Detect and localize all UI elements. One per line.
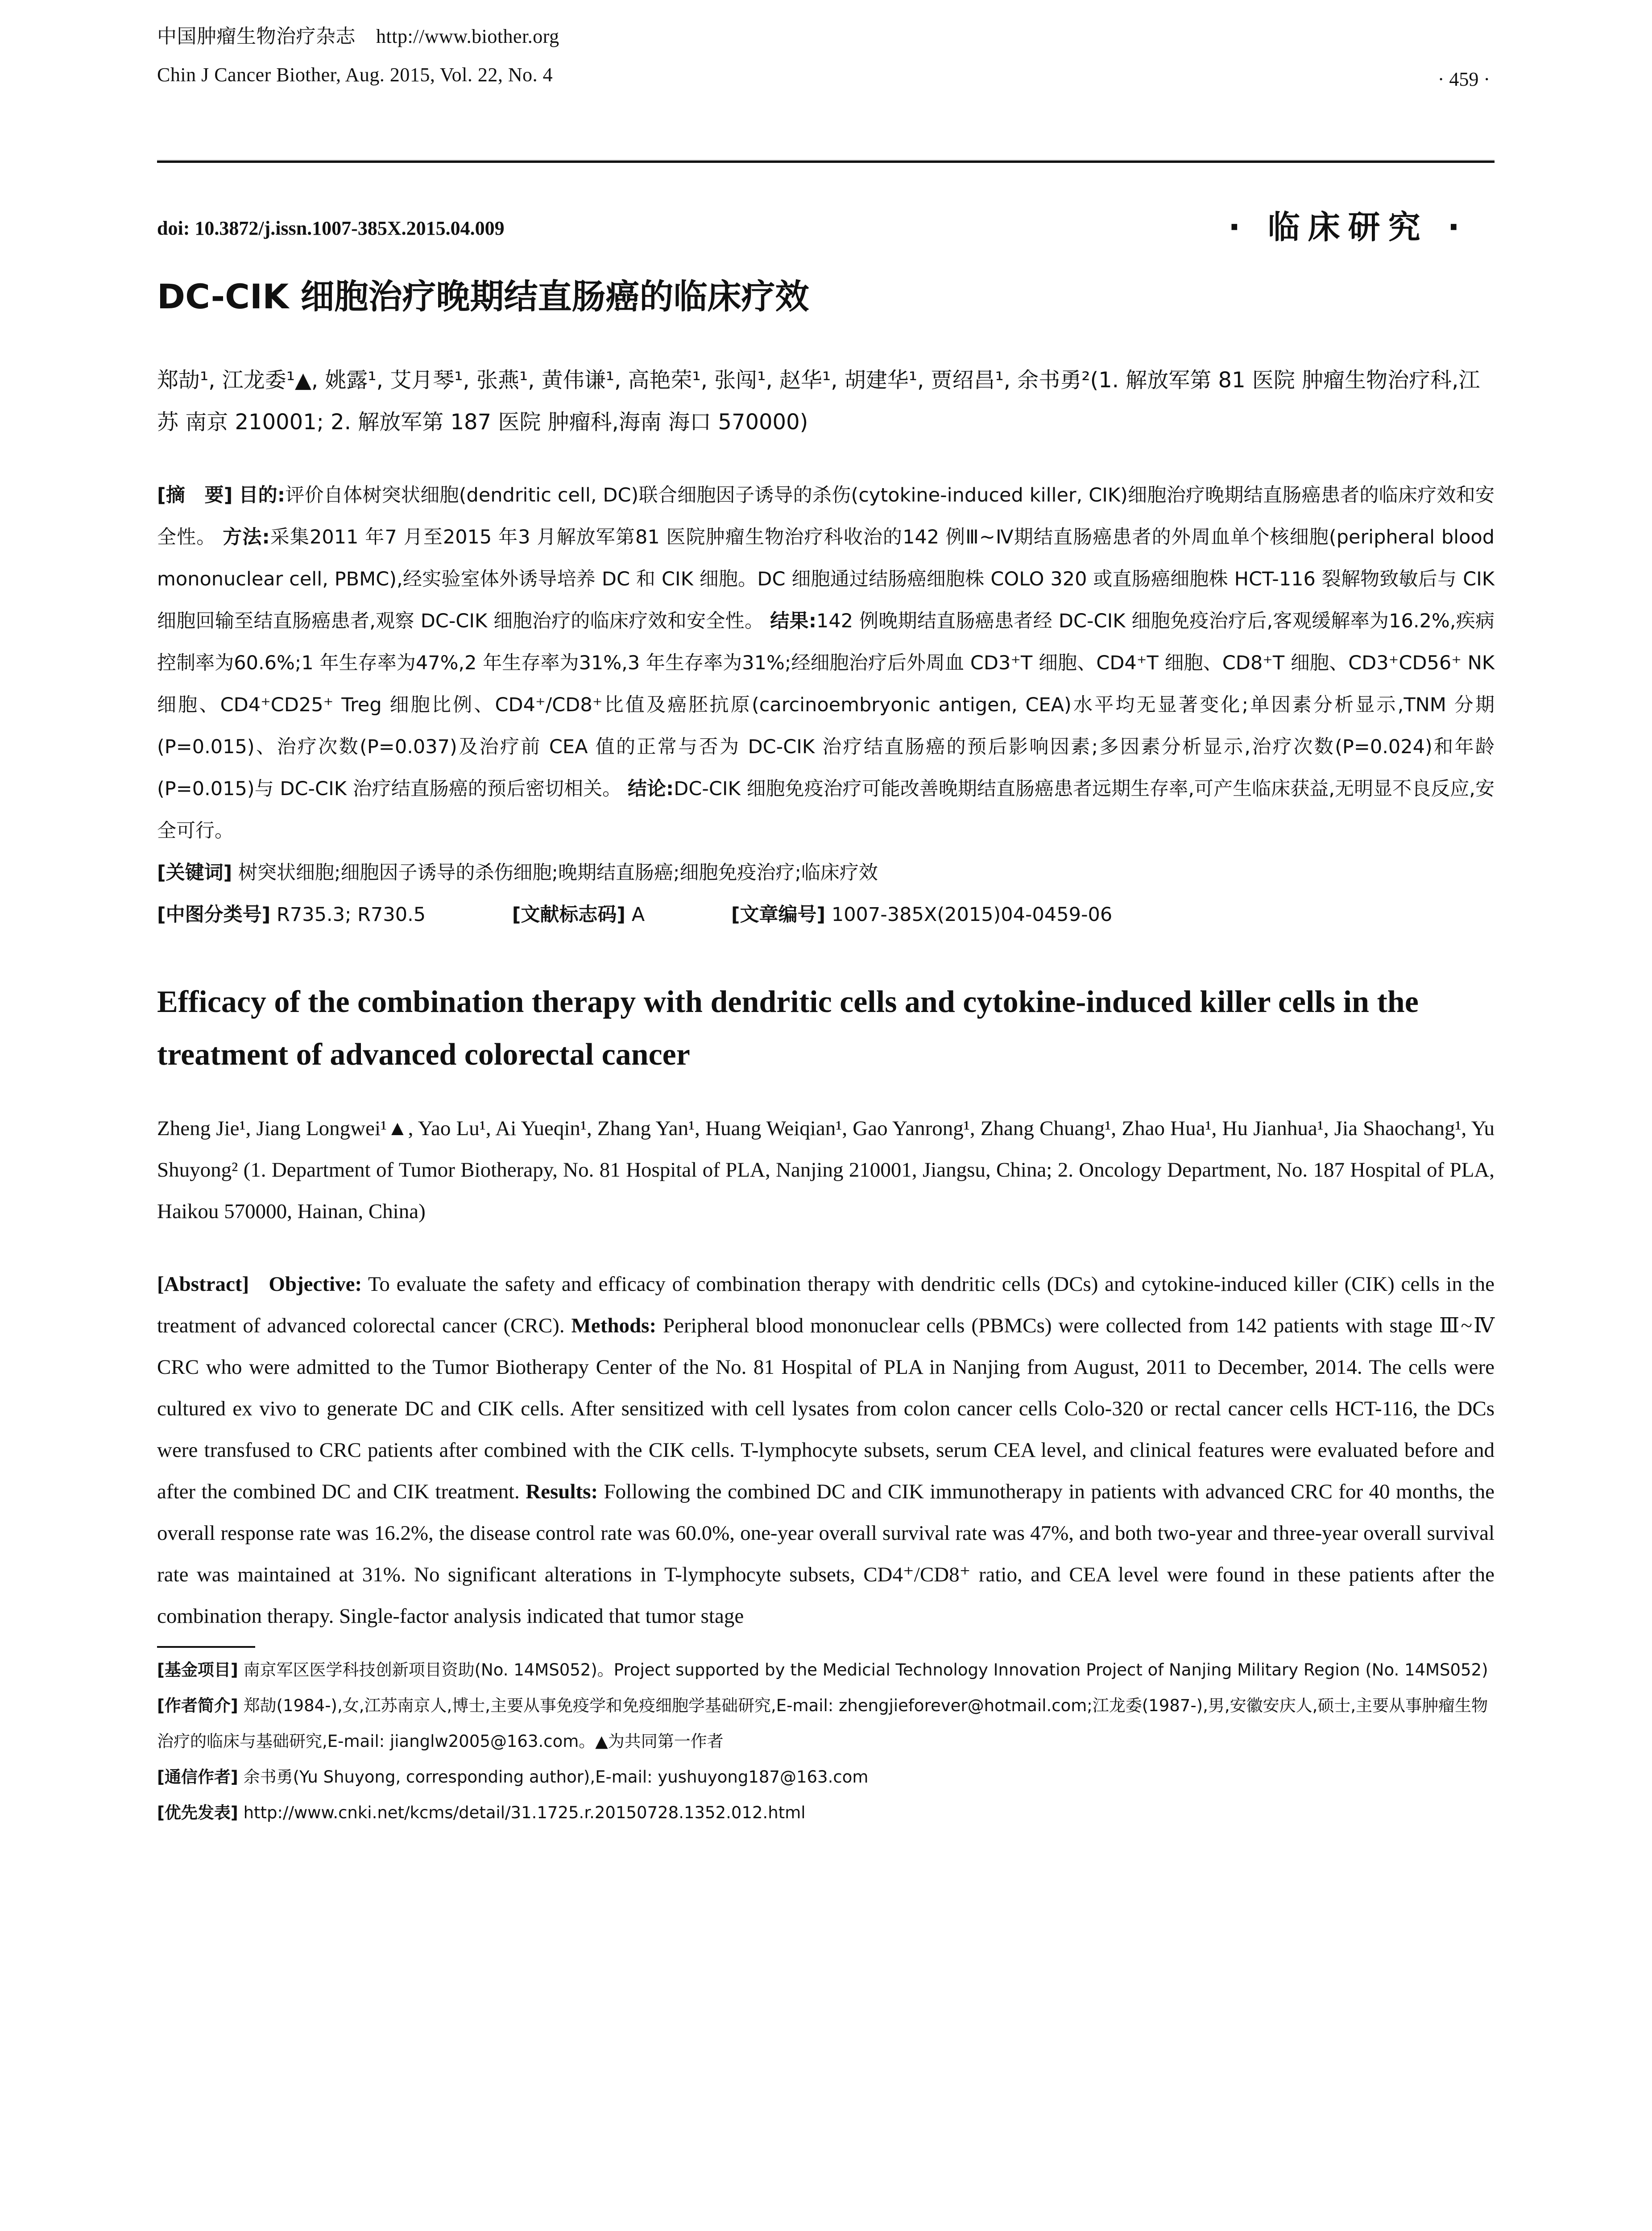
results-label-cn: 结果: bbox=[770, 610, 817, 632]
online-label: [优先发表] bbox=[157, 1803, 238, 1822]
objective-en: To evaluate the safety and efficacy of combination therapy with dendritic cells (DCs) and cytokine-induced killer (CIK) cells in the treatment of advanced colorectal cancer (CRC). bbox=[157, 1273, 1495, 1337]
conclusion-cn: DC-CIK 细胞免疫治疗可能改善晚期结直肠癌患者远期生存率,可产生临床获益,无明显不良反应,安全可行。 bbox=[157, 778, 1495, 842]
doc-code-value: A bbox=[631, 904, 645, 926]
running-header bbox=[157, 23, 1495, 160]
footnote-fund bbox=[157, 1652, 1495, 1688]
conclusion-label-cn: 结论: bbox=[627, 778, 674, 800]
section-label: · 临床研究 · bbox=[1228, 208, 1468, 246]
keywords-label: [关键词] bbox=[157, 862, 232, 884]
author-names-en: Zheng Jie¹, Jiang Longwei¹▲, Yao Lu¹, Ai Yueqin¹, Zhang Yan¹, Huang Weiqian¹, Gao Yanrong¹, Zhang Chuang¹, Zhao Hua¹, Hu Jianhua¹, Jia Shaochang¹, Yu Shuyong² bbox=[157, 1117, 1495, 1182]
bio-value: 郑劼(1984-),女,江苏南京人,博士,主要从事免疫学和免疫细胞学基础研究,E-mail: zhengjieforever@hotmail.com;江龙委(1987-),男,安徽安庆人,硕士,主要从事肿瘤生物治疗的临床与基础研究,E-mail: jianglw2005@163.com。▲为共同第一作者 bbox=[157, 1696, 1488, 1751]
running-header-cn bbox=[157, 23, 1495, 50]
bio-label: [作者简介] bbox=[157, 1696, 238, 1715]
results-label-en: Results: bbox=[526, 1480, 598, 1503]
journal-name-cn: 中国肿瘤生物治疗杂志 bbox=[157, 25, 356, 47]
authors-cn bbox=[157, 359, 1495, 443]
classification-row bbox=[157, 894, 1495, 936]
doc-code-label: [文献标志码] bbox=[512, 904, 626, 926]
journal-page bbox=[157, 0, 1495, 1849]
abstract-en bbox=[157, 1264, 1495, 1637]
affiliation-cn: (1. 解放军第 81 医院 肿瘤生物治疗科,江苏 南京 210001; 2. 解放军第 187 医院 肿瘤科,海南 海口 570000) bbox=[157, 368, 1480, 435]
objective-cn: 评价自体树突状细胞(dendritic cell, DC)联合细胞因子诱导的杀伤(cytokine-induced killer, CIK)细胞治疗晚期结直肠癌患者的临床疗效和安全性。 bbox=[157, 484, 1495, 548]
results-en: Following the combined DC and CIK immunotherapy in patients with advanced CRC for 40 months, the overall response rate was 16.2%, the disease control rate was 60.0%, one-year overall survival rate was 47%, and both two-year and three-year overall survival rate was maintained at 31%. No significant alterations in T-lymphocyte subsets, CD4⁺/CD8⁺ ratio, and CEA level were found in these patients after the combination therapy. Single-factor analysis indicated that tumor stage bbox=[157, 1480, 1495, 1628]
footnote-corresponding bbox=[157, 1759, 1495, 1795]
abstract-cn-label: [摘 要] bbox=[157, 484, 233, 506]
clc-value: R735.3; R730.5 bbox=[276, 904, 426, 926]
doi-row bbox=[157, 194, 1495, 248]
authors-en bbox=[157, 1108, 1495, 1232]
fund-label: [基金项目] bbox=[157, 1660, 238, 1679]
header-rule bbox=[157, 160, 1495, 163]
article-no-value: 1007-385X(2015)04-0459-06 bbox=[831, 904, 1113, 926]
title-en: Efficacy of the combination therapy with dendritic cells and cytokine-induced killer cells in the treatment of advanced colorectal cancer bbox=[157, 985, 1419, 1072]
footnote-online bbox=[157, 1795, 1495, 1831]
results-cn: 142 例晚期结直肠癌患者经 DC-CIK 细胞免疫治疗后,客观缓解率为16.2%,疾病控制率为60.6%;1 年生存率为47%,2 年生存率为31%,3 年生存率为31%;经细胞治疗后外周血 CD3⁺T 细胞、CD4⁺T 细胞、CD8⁺T 细胞、CD3⁺CD56⁺ NK 细胞、CD4⁺CD25⁺ Treg 细胞比例、CD4⁺/CD8⁺比值及癌胚抗原(carcinoembryonic antigen, CEA)水平均无显著变化;单因素分析显示,TNM 分期(P=0.015)、治疗次数(P=0.037)及治疗前 CEA 值的正常与否为 DC-CIK 治疗结直肠癌的预后影响因素;多因素分析显示,治疗次数(P=0.024)和年龄(P=0.015)与 DC-CIK 治疗结直肠癌的预后密切相关。 bbox=[157, 610, 1495, 800]
article-no-label: [文章编号] bbox=[731, 904, 826, 926]
abstract-en-label: [Abstract] bbox=[157, 1273, 249, 1296]
author-names-cn: 郑劼¹, 江龙委¹▲, 姚露¹, 艾月琴¹, 张燕¹, 黄伟谦¹, 高艳荣¹, 张闯¹, 赵华¹, 胡建华¹, 贾绍昌¹, 余书勇² bbox=[157, 368, 1090, 393]
online-link[interactable]: http://www.cnki.net/kcms/detail/31.1725.r.20150728.1352.012.html bbox=[243, 1803, 806, 1822]
abstract-cn bbox=[157, 474, 1495, 936]
keywords-cn bbox=[157, 852, 1495, 894]
page-number: · 459 · bbox=[1437, 68, 1490, 90]
fund-value: 南京军区医学科技创新项目资助(No. 14MS052)。Project supported by the Medicial Technology Innovation Project of Nanjing Military Region (No. 14MS052) bbox=[243, 1660, 1488, 1679]
footnote-rule bbox=[157, 1646, 255, 1648]
doi[interactable]: doi: 10.3872/j.issn.1007-385X.2015.04.009 bbox=[157, 217, 505, 239]
affiliation-en: (1. Department of Tumor Biotherapy, No. 81 Hospital of PLA, Nanjing 210001, Jiangsu, China; 2. Oncology Department, No. 187 Hospital of PLA, Haikou 570000, Hainan, China) bbox=[157, 1158, 1495, 1223]
methods-label-cn: 方法: bbox=[223, 526, 270, 548]
footnotes bbox=[157, 1652, 1495, 1831]
methods-en: Peripheral blood mononuclear cells (PBMCs) were collected from 142 patients with stage Ⅲ~Ⅳ CRC who were admitted to the Tumor Biotherapy Center of the No. 81 Hospital of PLA in Nanjing from August, 2011 to December, 2014. The cells were cultured ex vivo to generate DC and CIK cells. After sensitized with cell lysates from colon cancer cells Colo-320 or rectal cancer cells HCT-116, the DCs were transfused to CRC patients after combined with the CIK cells. T-lymphocyte subsets, serum CEA level, and clinical features were evaluated before and after the combined DC and CIK treatment. bbox=[157, 1314, 1495, 1503]
methods-label-en: Methods: bbox=[571, 1314, 657, 1337]
title-cn: DC-CIK 细胞治疗晚期结直肠癌的临床疗效 bbox=[157, 277, 809, 316]
corr-label: [通信作者] bbox=[157, 1767, 238, 1787]
journal-url[interactable]: http://www.biother.org bbox=[376, 25, 559, 47]
objective-label-cn: 目的: bbox=[239, 484, 286, 506]
running-header-citation: Chin J Cancer Biother, Aug. 2015, Vol. 22, No. 4 bbox=[157, 64, 553, 86]
corr-value: 余书勇(Yu Shuyong, corresponding author),E-mail: yushuyong187@163.com bbox=[243, 1767, 869, 1787]
methods-cn: 采集2011 年7 月至2015 年3 月解放军第81 医院肿瘤生物治疗科收治的142 例Ⅲ~Ⅳ期结直肠癌患者的外周血单个核细胞(peripheral blood mononuclear cell, PBMC),经实验室体外诱导培养 DC 和 CIK 细胞。DC 细胞通过结肠癌细胞株 COLO 320 或直肠癌细胞株 HCT-116 裂解物致敏后与 CIK 细胞回输至结直肠癌患者,观察 DC-CIK 细胞治疗的临床疗效和安全性。 bbox=[157, 526, 1495, 632]
keywords-value: 树突状细胞;细胞因子诱导的杀伤细胞;晚期结直肠癌;细胞免疫治疗;临床疗效 bbox=[238, 862, 878, 884]
footnote-bio bbox=[157, 1688, 1495, 1759]
objective-label-en: Objective: bbox=[269, 1273, 362, 1296]
clc-label: [中图分类号] bbox=[157, 904, 271, 926]
